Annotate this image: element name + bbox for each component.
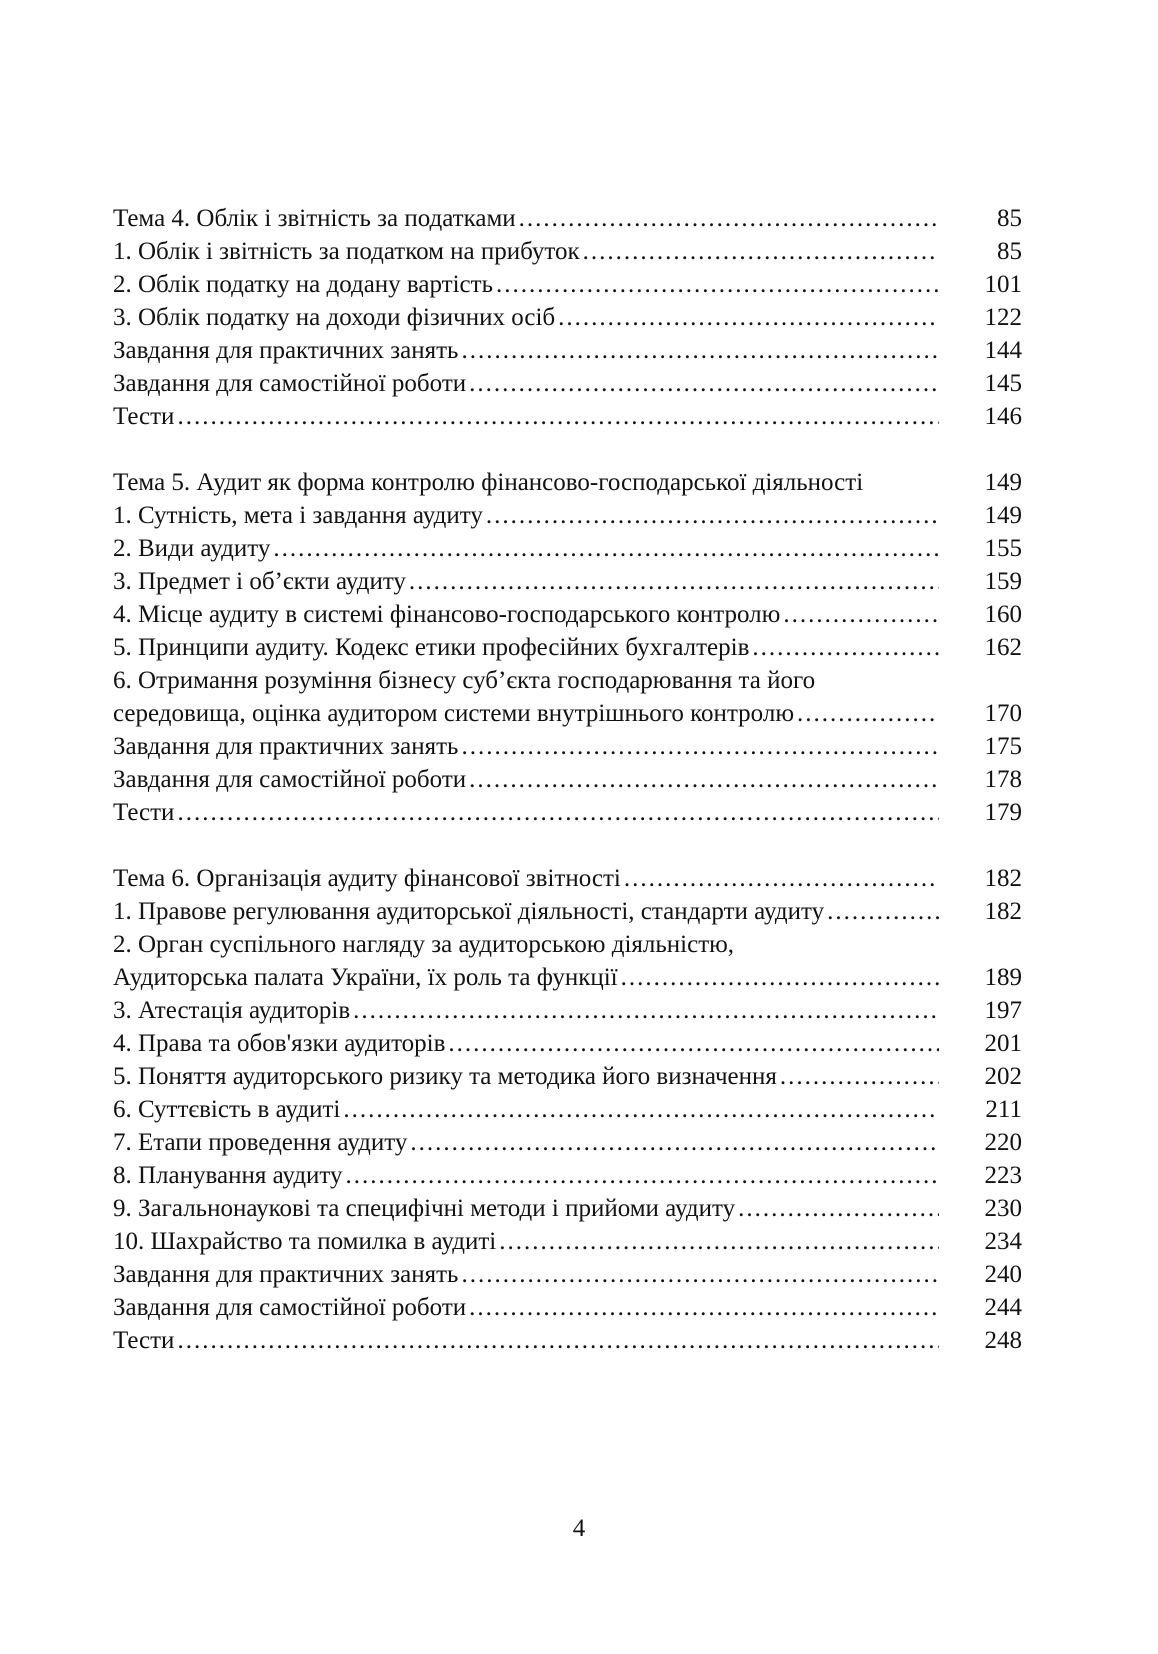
toc-entry-page: 149 xyxy=(984,502,1022,529)
toc-entry-page: 201 xyxy=(984,1030,1022,1057)
toc-entry-title: 8. Планування аудиту xyxy=(113,1162,343,1189)
dot-leader xyxy=(499,1225,939,1258)
toc-entry-page: 162 xyxy=(984,634,1022,661)
toc-entry-page: 149 xyxy=(984,469,1022,496)
toc-entry-page: 159 xyxy=(984,568,1022,595)
toc-entry xyxy=(113,928,1022,961)
toc-entry-page: 202 xyxy=(984,1063,1022,1090)
page-number: 4 xyxy=(572,1515,586,1542)
toc-entry-title: 3. Облік податку на доходи фізичних осіб xyxy=(113,304,556,331)
dot-leader xyxy=(409,565,939,598)
dot-leader xyxy=(469,367,939,400)
toc-entry-page: 234 xyxy=(984,1228,1022,1255)
toc-entry xyxy=(113,1258,1022,1291)
dot-leader xyxy=(177,400,939,433)
dot-leader xyxy=(273,532,939,565)
toc-entry-title: Завдання для самостійної роботи xyxy=(113,766,467,793)
toc-entry-title: 1. Сутність, мета і завдання аудиту xyxy=(113,502,483,529)
toc-entry-title: 6. Суттєвість в аудиті xyxy=(113,1096,341,1123)
toc-entry xyxy=(113,1225,1022,1258)
toc-entry xyxy=(113,1093,1022,1126)
toc-entry-title: 7. Етапи проведення аудиту xyxy=(113,1129,408,1156)
toc-entry xyxy=(113,631,1022,664)
toc-entry-title: 5. Принципи аудиту. Кодекс етики професійних бухгалтерів xyxy=(113,634,750,661)
toc-entry xyxy=(113,235,1022,268)
toc-entry-page: 85 xyxy=(997,238,1022,265)
toc-entry-page: 178 xyxy=(984,766,1022,793)
toc-section xyxy=(113,202,1022,433)
toc-entry xyxy=(113,994,1022,1027)
toc-entry xyxy=(113,400,1022,433)
toc-entry xyxy=(113,1126,1022,1159)
toc-entry-title: Тести xyxy=(113,403,175,430)
toc-entry xyxy=(113,1324,1022,1357)
toc-entry-title: середовища, оцінка аудитором системи внутрішнього контролю xyxy=(113,700,794,727)
dot-leader xyxy=(624,862,939,895)
dot-leader xyxy=(353,994,939,1027)
toc-entry-page: 182 xyxy=(984,865,1022,892)
toc-entry-page: 175 xyxy=(984,733,1022,760)
dot-leader xyxy=(448,1027,939,1060)
toc-entry-title: 10. Шахрайство та помилка в аудиті xyxy=(113,1228,497,1255)
toc-entry xyxy=(113,730,1022,763)
toc-entry xyxy=(113,598,1022,631)
dot-leader xyxy=(496,268,939,301)
dot-leader xyxy=(410,1126,939,1159)
toc-section xyxy=(113,862,1022,1357)
toc-entry-title: 4. Права та обов'язки аудиторів xyxy=(113,1030,446,1057)
toc-entry-title: 5. Поняття аудиторського ризику та методика його визначення xyxy=(113,1063,777,1090)
toc-entry xyxy=(113,499,1022,532)
toc-entry-title: 3. Атестація аудиторів xyxy=(113,997,351,1024)
toc-entry xyxy=(113,664,1022,697)
toc-entry-title: Тема 5. Аудит як форма контролю фінансово-господарської діяльності xyxy=(113,469,864,496)
toc-entry-page: 101 xyxy=(984,271,1022,298)
toc-section xyxy=(113,466,1022,829)
toc-entry-title: Тема 4. Облік і звітність за податками xyxy=(113,205,516,232)
dot-leader xyxy=(461,334,939,367)
dot-leader xyxy=(827,895,939,928)
toc-entry xyxy=(113,532,1022,565)
toc-entry xyxy=(113,796,1022,829)
toc-entry-page: 170 xyxy=(984,700,1022,727)
toc-entry-title: Аудиторська палата України, їх роль та функції xyxy=(113,964,618,991)
dot-leader xyxy=(519,202,939,235)
toc-entry xyxy=(113,1192,1022,1225)
toc-entry-title: 9. Загальнонаукові та специфічні методи і прийоми аудиту xyxy=(113,1195,736,1222)
dot-leader xyxy=(583,235,939,268)
toc-entry-page: 85 xyxy=(997,205,1022,232)
toc-entry-page: 122 xyxy=(984,304,1022,331)
dot-leader xyxy=(461,1258,939,1291)
toc-entry xyxy=(113,961,1022,994)
dot-leader xyxy=(797,697,939,730)
toc-entry xyxy=(113,301,1022,334)
toc-entry-page: 160 xyxy=(984,601,1022,628)
toc-entry xyxy=(113,334,1022,367)
toc-entry xyxy=(113,1291,1022,1324)
toc-entry-page: 144 xyxy=(984,337,1022,364)
toc-entry-page: 248 xyxy=(984,1327,1022,1354)
toc-entry-title: Завдання для практичних занять xyxy=(113,1261,459,1288)
toc-entry-page: 240 xyxy=(984,1261,1022,1288)
toc-entry-title: 3. Предмет і об’єкти аудиту xyxy=(113,568,406,595)
toc-entry-title: 2. Орган суспільного нагляду за аудиторською діяльністю, xyxy=(113,931,735,958)
toc-entry-page: 155 xyxy=(984,535,1022,562)
toc-entry-title: Тести xyxy=(113,1327,175,1354)
dot-leader xyxy=(738,1192,939,1225)
dot-leader xyxy=(346,1159,939,1192)
toc-entry-page: 220 xyxy=(984,1129,1022,1156)
dot-leader xyxy=(558,301,939,334)
dot-leader xyxy=(343,1093,939,1126)
toc-entry-title: Завдання для практичних занять xyxy=(113,733,459,760)
toc-entry xyxy=(113,763,1022,796)
toc-entry-page: 197 xyxy=(984,997,1022,1024)
dot-leader xyxy=(783,598,939,631)
toc-entry xyxy=(113,565,1022,598)
toc-entry-page: 189 xyxy=(984,964,1022,991)
toc xyxy=(113,202,1022,1357)
toc-entry-title: Тести xyxy=(113,799,175,826)
toc-entry-title: Завдання для самостійної роботи xyxy=(113,1294,467,1321)
dot-leader xyxy=(469,1291,939,1324)
toc-entry-title: Завдання для самостійної роботи xyxy=(113,370,467,397)
dot-leader xyxy=(177,1324,939,1357)
toc-entry-title: 6. Отримання розуміння бізнесу суб’єкта господарювання та його xyxy=(113,667,816,694)
toc-entry-page: 223 xyxy=(984,1162,1022,1189)
toc-entry xyxy=(113,1060,1022,1093)
toc-entry xyxy=(113,1159,1022,1192)
toc-entry xyxy=(113,862,1022,895)
dot-leader xyxy=(486,499,939,532)
toc-entry xyxy=(113,1027,1022,1060)
toc-entry xyxy=(113,466,1022,499)
toc-entry xyxy=(113,697,1022,730)
toc-entry-page: 211 xyxy=(985,1096,1022,1123)
dot-leader xyxy=(461,730,939,763)
toc-entry-title: 1. Облік і звітність за податком на прибуток xyxy=(113,238,580,265)
toc-entry-page: 230 xyxy=(984,1195,1022,1222)
toc-entry-page: 244 xyxy=(984,1294,1022,1321)
toc-entry-title: 4. Місце аудиту в системі фінансово-господарського контролю xyxy=(113,601,781,628)
toc-entry-title: 2. Види аудиту xyxy=(113,535,271,562)
toc-entry-page: 182 xyxy=(984,898,1022,925)
toc-entry-title: Тема 6. Організація аудиту фінансової звітності xyxy=(113,865,621,892)
dot-leader xyxy=(752,631,939,664)
toc-entry xyxy=(113,268,1022,301)
toc-entry xyxy=(113,202,1022,235)
toc-entry-page: 179 xyxy=(984,799,1022,826)
toc-entry-page: 145 xyxy=(984,370,1022,397)
toc-entry-page: 146 xyxy=(984,403,1022,430)
dot-leader xyxy=(469,763,939,796)
toc-entry xyxy=(113,895,1022,928)
dot-leader xyxy=(621,961,939,994)
toc-entry-title: 2. Облік податку на додану вартість xyxy=(113,271,493,298)
toc-entry-title: 1. Правове регулювання аудиторської діяльності, стандарти аудиту xyxy=(113,898,825,925)
toc-entry-title: Завдання для практичних занять xyxy=(113,337,459,364)
dot-leader xyxy=(780,1060,939,1093)
dot-leader xyxy=(177,796,939,829)
toc-entry xyxy=(113,367,1022,400)
